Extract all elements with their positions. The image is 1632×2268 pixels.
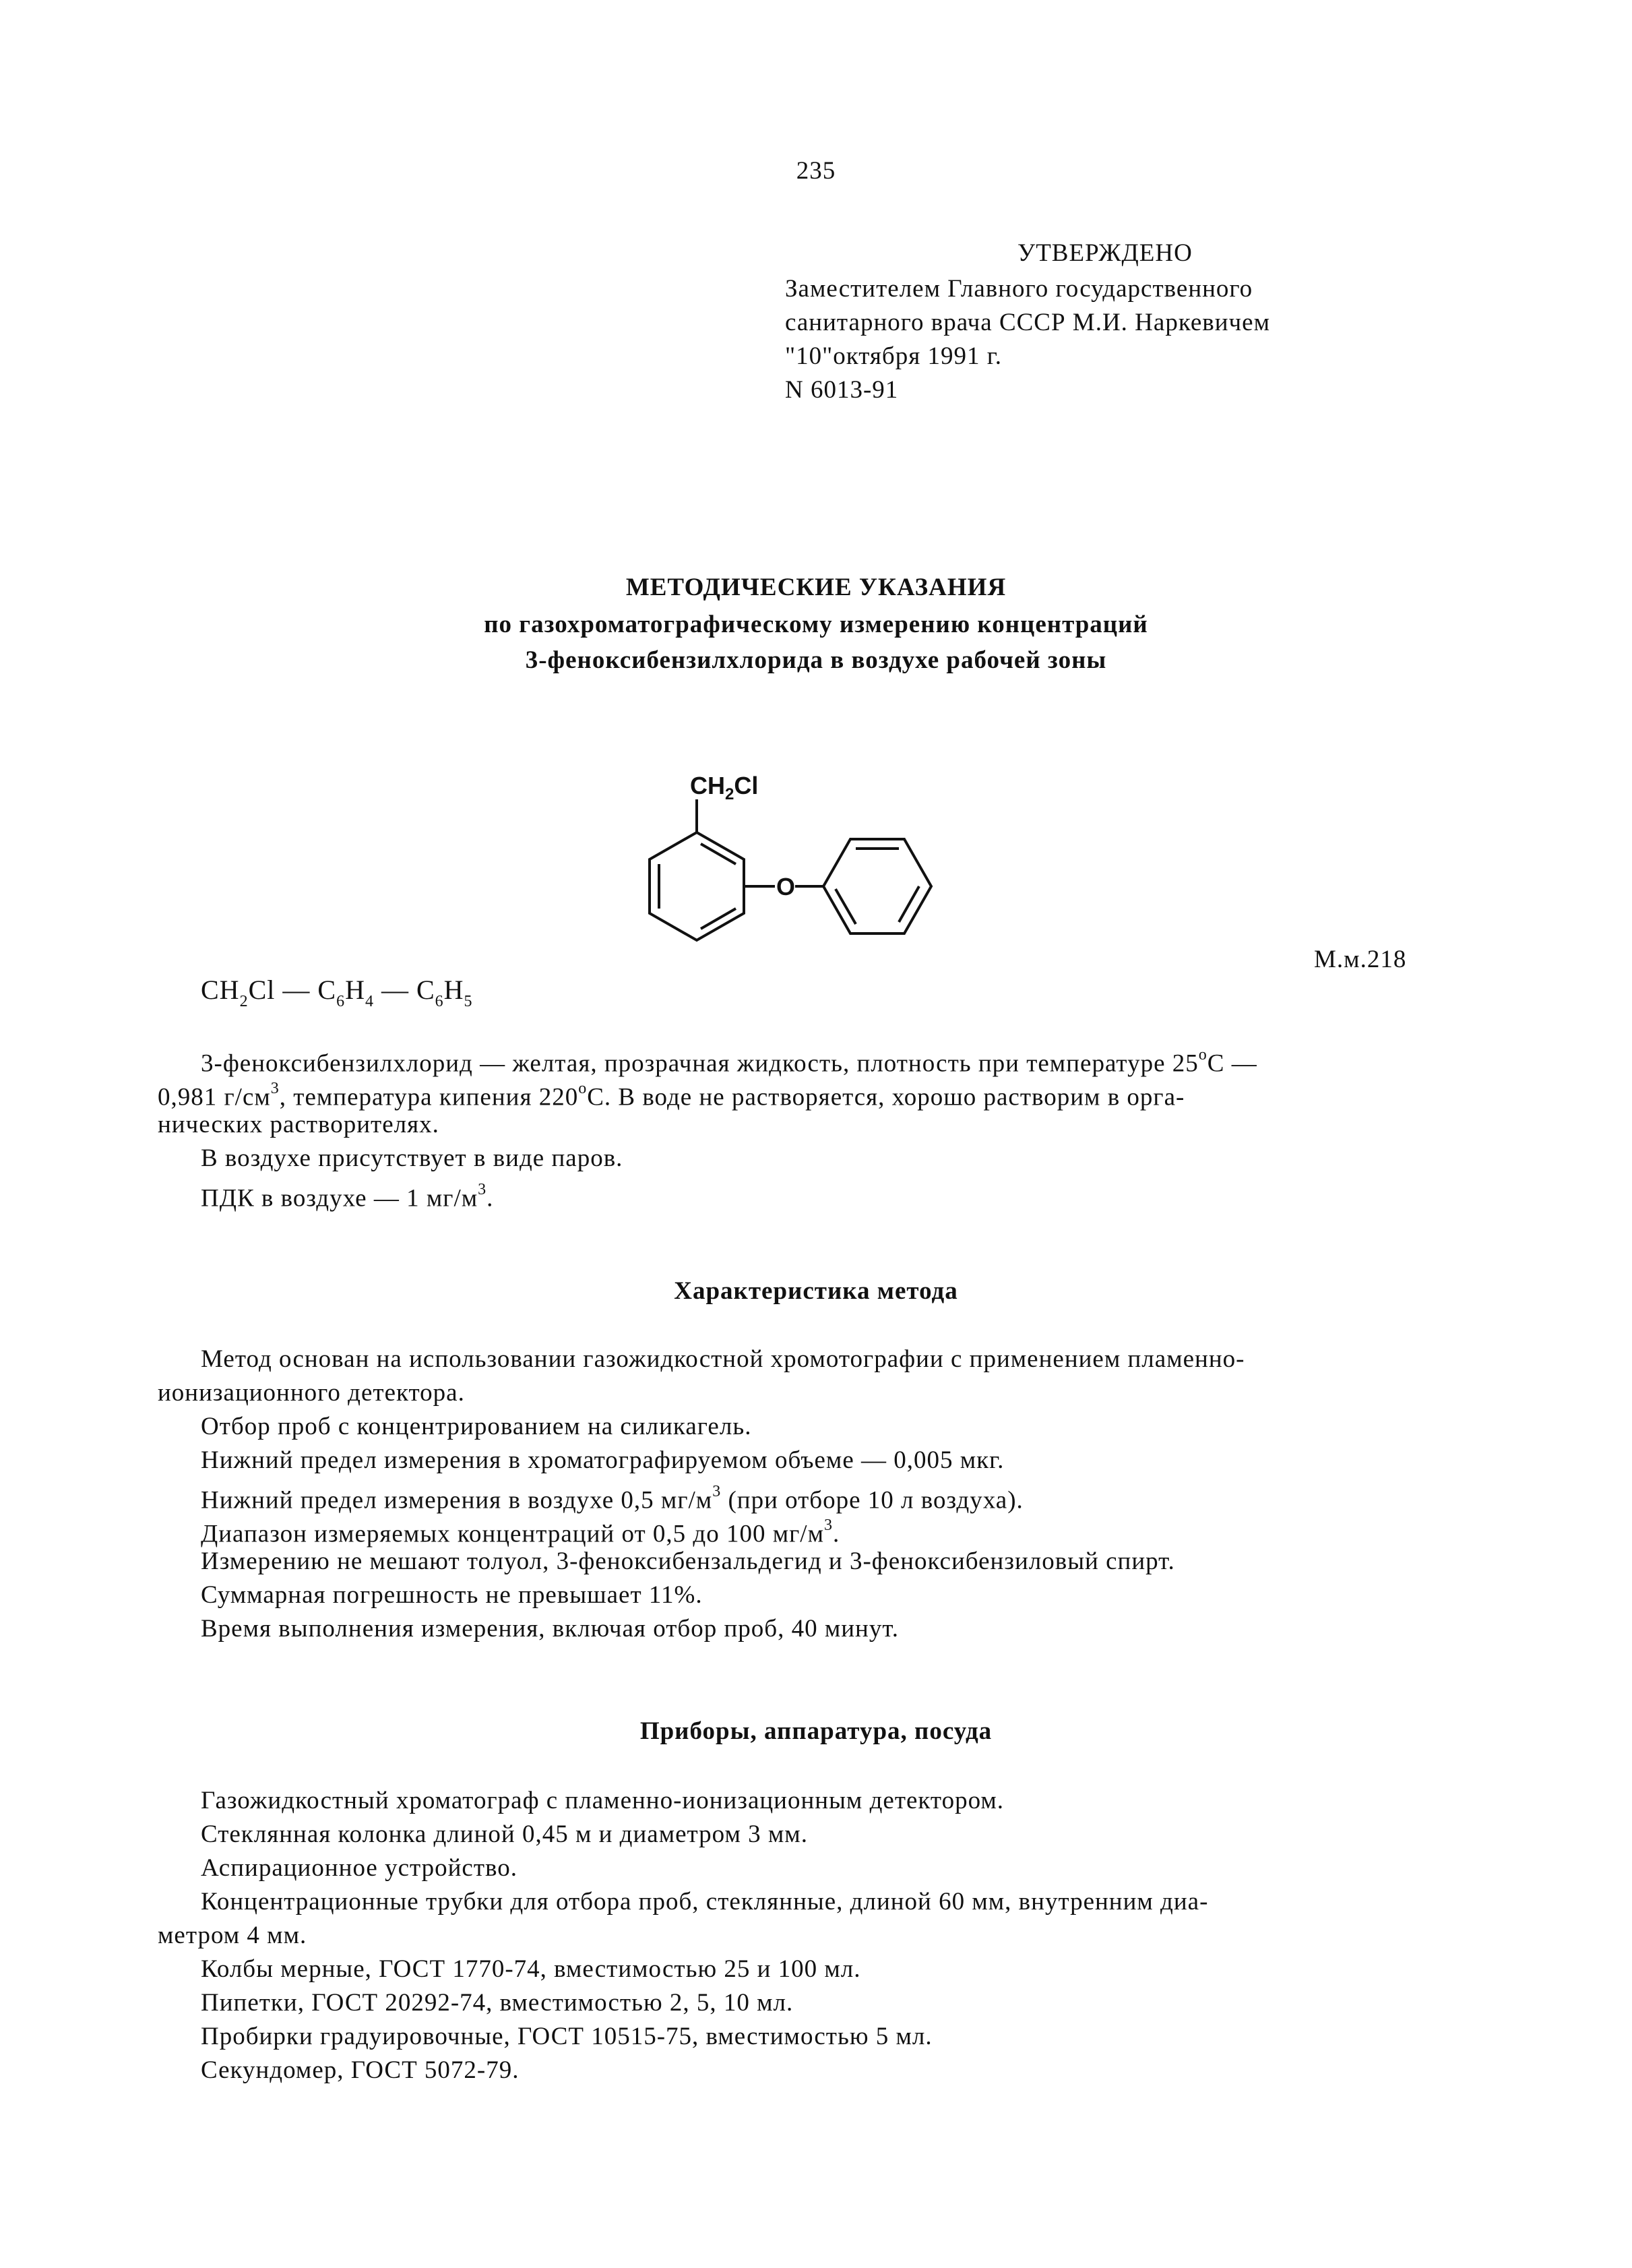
benzene-ring-right [823,839,931,933]
approval-title: УТВЕРЖДЕНО [1017,239,1193,267]
section-heading-method: Характеристика метода [674,1277,958,1305]
section2-line-5: метром 4 мм. [158,1922,307,1949]
section2-line-9: Секундомер, ГОСТ 5072-79. [201,2056,520,2084]
section2-line-3: Аспирационное устройство. [201,1854,517,1882]
section1-line-7: Измерению не мешают толуол, 3-феноксибензальдегид и 3-феноксибензиловый спирт. [201,1547,1175,1575]
section1-line-5: Нижний предел измерения в воздухе 0,5 $мг/м^3$ (при отборе 10 л воздуха). [201,1483,1024,1514]
oxygen-atom: O [776,873,796,900]
description-line-4: В воздухе присутствует в виде паров. [201,1144,623,1172]
section1-line-4: Нижний предел измерения в хроматографируемом объеме — 0,005 мкг. [201,1446,1005,1474]
section2-line-6: Колбы мерные, ГОСТ 1770-74, вместимостью 25 и 100 мл. [201,1955,861,1983]
section2-line-1: Газожидкостный хроматограф с пламенно-ионизационным детектором. [201,1787,1005,1814]
section1-line-6: Диапазон измеряемых концентраций от 0,5 до 100 $мг/м^3$. [201,1516,840,1548]
benzene-ring-left [650,832,744,940]
section2-line-8: Пробирки градуировочные, ГОСТ 10515-75, вместимостью 5 мл. [201,2023,933,2050]
section2-line-2: Стеклянная колонка длиной 0,45 м и диаметром 3 мм. [201,1820,808,1848]
page-number: 235 [796,157,836,185]
section1-line-1: Метод основан на использовании газожидкостной хромотографии с применением пламенно- [201,1345,1245,1373]
section-heading-equipment: Приборы, аппаратура, посуда [639,1717,993,1745]
structural-formula [647,768,997,950]
section1-line-9: Время выполнения измерения, включая отбор проб, 40 минут. [201,1615,899,1643]
approval-date: "10"октября 1991 г. [785,342,1002,370]
description-line-5: ПДК в воздухе — 1 $мг/м^3$. [201,1181,494,1213]
molar-mass: М.м.218 [1314,946,1407,973]
description-line-3: нических растворителях. [158,1111,439,1138]
linear-formula: $CH_2Cl$ — $C_6H_4$ — $C_6H_5$ [201,975,473,1010]
section1-line-8: Суммарная погрешность не превышает 11%. [201,1581,703,1609]
approval-number: N 6013-91 [785,376,899,404]
document-subtitle-2: 3-феноксибензилхлорида в воздухе рабочей зоны [525,646,1107,674]
section2-line-7: Пипетки, ГОСТ 20292-74, вместимостью 2, 5, 10 мл. [201,1989,794,2017]
section1-line-2: ионизационного детектора. [158,1379,465,1407]
approval-line-1: Заместителем Главного государственного [785,275,1253,303]
description-line-1: 3-феноксибензилхлорид — желтая, прозрачная жидкость, плотность при температуре $25^оС$ — [201,1046,1257,1078]
substituent-label: $CH_2Cl$ [690,772,759,803]
description-line-2: 0,981 $г/см^3$, температура кипения $220^оС$. В воде не растворяется, хорошо растворим в орга- [158,1080,1185,1111]
document-title: МЕТОДИЧЕСКИЕ УКАЗАНИЯ [625,574,1007,601]
section1-line-3: Отбор проб с концентрированием на силикагель. [201,1413,752,1440]
section2-line-4: Концентрационные трубки для отбора проб, стеклянные, длиной 60 мм, внутренним диа- [201,1888,1209,1915]
document-subtitle-1: по газохроматографическому измерению концентраций [484,611,1148,638]
approval-line-2: санитарного врача СССР М.И. Наркевичем [785,309,1271,336]
